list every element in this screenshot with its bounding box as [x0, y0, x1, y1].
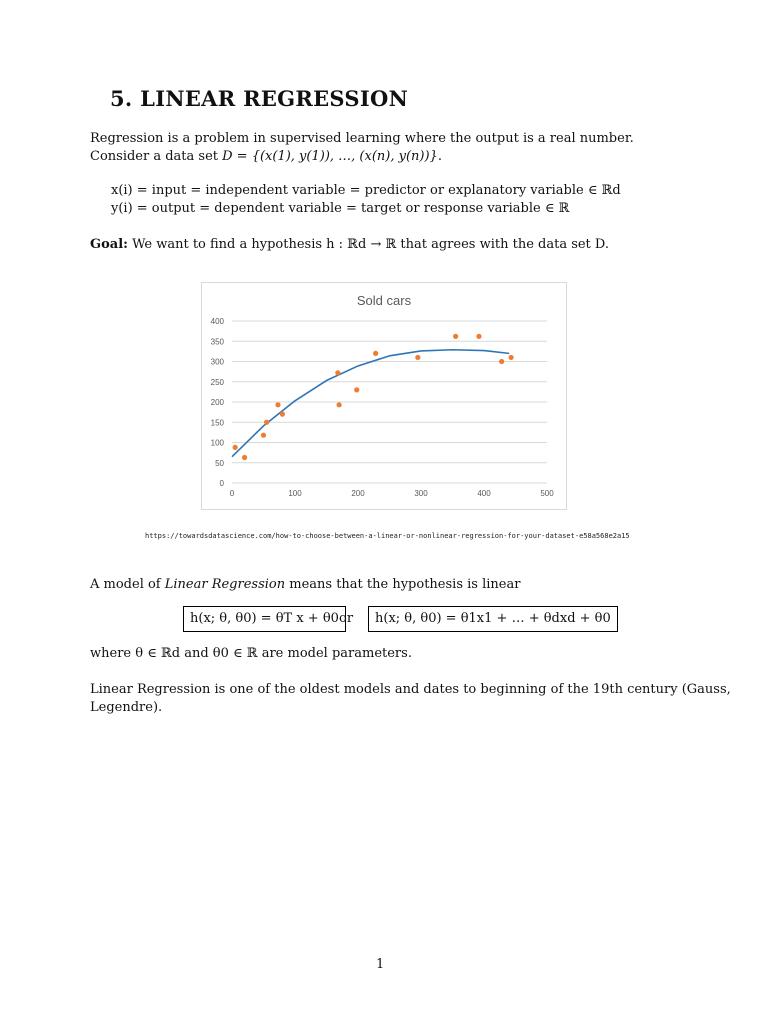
- x-tick-label: 500: [540, 489, 554, 498]
- y-tick-label: 150: [210, 418, 224, 428]
- goal-line: [90, 236, 609, 254]
- model-prefix: A model of: [90, 577, 165, 592]
- trend-line: [232, 350, 509, 457]
- section-heading: 5. LINEAR REGRESSION: [110, 86, 409, 111]
- data-point: [261, 433, 266, 438]
- x-tick-label: 0: [229, 489, 235, 498]
- data-point: [275, 402, 280, 407]
- history-line-1: Linear Regression is one of the oldest models and dates to beginning of the 19th century (Gauss,: [90, 682, 731, 697]
- formula-expanded-form: h(x; θ, θ0) = θ1x1 + … + θdxd + θ0: [368, 606, 618, 632]
- formula-vector-form: h(x; θ, θ0) = θT x + θ0: [183, 606, 346, 632]
- x-tick-label: 400: [477, 489, 491, 498]
- y-tick-label: 100: [210, 438, 224, 448]
- y-tick-label: 250: [210, 377, 224, 387]
- y-tick-label: 0: [219, 479, 224, 488]
- x-tick-label: 100: [288, 489, 302, 498]
- x-tick-label: 300: [414, 489, 428, 498]
- formula-or: or: [339, 611, 354, 626]
- y-tick-label: 200: [210, 398, 224, 407]
- model-sentence: [90, 576, 520, 594]
- data-point: [453, 334, 458, 339]
- intro-line-2-prefix: Consider a data set: [90, 149, 223, 164]
- page-number: 1: [376, 957, 385, 972]
- data-point: [499, 359, 504, 364]
- y-tick-label: 400: [210, 317, 224, 326]
- data-point: [280, 412, 285, 417]
- definition-input: x(i) = input = independent variable = predictor or explanatory variable ∈ ℝd: [111, 183, 621, 198]
- data-point: [264, 420, 269, 425]
- intro-line-2-suffix: .: [437, 149, 442, 164]
- y-tick-label: 50: [215, 458, 224, 468]
- goal-text: We want to find a hypothesis h : ℝd → ℝ that agrees with the data set D.: [132, 237, 610, 252]
- goal-label: Goal:: [90, 237, 128, 252]
- model-suffix: means that the hypothesis is linear: [285, 577, 521, 592]
- source-url: https://towardsdatascience.com/how-to-choose-between-a-linear-or-nonlinear-regression-for-your-dataset-e58a568e2a15: [145, 532, 630, 540]
- data-point: [415, 355, 420, 360]
- data-point: [242, 455, 247, 460]
- dataset-math: D = {(x(1), y(1)), …, (x(n), y(n))}: [222, 149, 438, 164]
- data-point: [508, 355, 513, 360]
- history-line-2: Legendre).: [90, 700, 163, 715]
- chart-title: Sold cars: [356, 293, 412, 308]
- data-point: [335, 370, 340, 375]
- model-emphasis: Linear Regression: [164, 577, 286, 592]
- y-tick-label: 300: [210, 357, 224, 367]
- sold-cars-chart: [201, 282, 567, 510]
- data-point: [233, 445, 238, 450]
- intro-line-1: Regression is a problem in supervised learning where the output is a real number.: [90, 131, 634, 146]
- x-tick-label: 200: [351, 489, 365, 498]
- y-tick-label: 350: [210, 337, 224, 347]
- chart-svg: [202, 283, 566, 509]
- data-point: [476, 334, 481, 339]
- intro-line-2: [90, 148, 442, 166]
- data-point: [373, 351, 378, 356]
- data-point: [354, 387, 359, 392]
- data-point: [337, 402, 342, 407]
- params-line: where θ ∈ ℝd and θ0 ∈ ℝ are model parameters.: [90, 646, 412, 661]
- definition-output: y(i) = output = dependent variable = target or response variable ∈ ℝ: [111, 201, 570, 216]
